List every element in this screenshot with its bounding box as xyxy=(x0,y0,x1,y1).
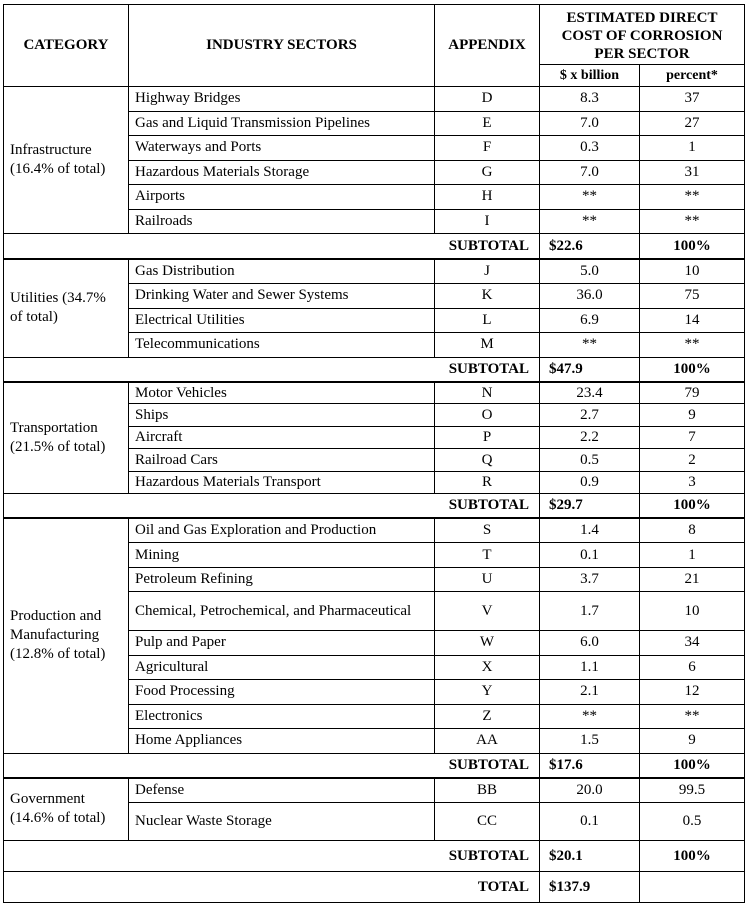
cost-cell: 6.0 xyxy=(540,631,640,656)
subtotal-cost: $22.6 xyxy=(540,234,640,260)
sector-cell: Drinking Water and Sewer Systems xyxy=(129,284,435,309)
percent-cell: 9 xyxy=(640,729,745,754)
appendix-cell: G xyxy=(435,160,540,185)
blank-cell xyxy=(4,234,129,260)
appendix-cell: P xyxy=(435,426,540,448)
appendix-cell: Q xyxy=(435,449,540,471)
cost-cell: 1.1 xyxy=(540,655,640,680)
appendix-cell: X xyxy=(435,655,540,680)
appendix-cell: J xyxy=(435,259,540,284)
percent-cell: 7 xyxy=(640,426,745,448)
sector-cell: Motor Vehicles xyxy=(129,382,435,404)
subtotal-label: SUBTOTAL xyxy=(435,357,540,382)
sector-cell: Mining xyxy=(129,543,435,568)
subtotal-percent: 100% xyxy=(640,494,745,519)
sector-cell: Nuclear Waste Storage xyxy=(129,802,435,841)
subtotal-cost: $29.7 xyxy=(540,494,640,519)
sector-cell: Airports xyxy=(129,185,435,210)
blank-cell xyxy=(4,841,129,872)
cost-cell: 0.1 xyxy=(540,543,640,568)
table-row xyxy=(4,382,745,404)
subtotal-label: SUBTOTAL xyxy=(435,234,540,260)
appendix-cell: S xyxy=(435,518,540,543)
cost-cell: 1.4 xyxy=(540,518,640,543)
sector-cell: Petroleum Refining xyxy=(129,567,435,592)
sector-cell: Hazardous Materials Transport xyxy=(129,471,435,493)
blank-cell xyxy=(4,494,129,519)
table-row xyxy=(4,87,745,112)
cost-cell: 5.0 xyxy=(540,259,640,284)
percent-cell: 10 xyxy=(640,259,745,284)
cost-cell: 2.1 xyxy=(540,680,640,705)
sector-cell: Agricultural xyxy=(129,655,435,680)
table-body xyxy=(4,87,745,903)
header-percent: percent* xyxy=(640,65,745,87)
percent-cell: ** xyxy=(640,185,745,210)
sector-cell: Electrical Utilities xyxy=(129,308,435,333)
cost-cell: 0.9 xyxy=(540,471,640,493)
blank-cell xyxy=(4,872,435,903)
appendix-cell: K xyxy=(435,284,540,309)
appendix-cell: T xyxy=(435,543,540,568)
percent-cell: 9 xyxy=(640,404,745,426)
appendix-cell: I xyxy=(435,209,540,234)
appendix-cell: R xyxy=(435,471,540,493)
appendix-cell: E xyxy=(435,111,540,136)
sector-cell: Ships xyxy=(129,404,435,426)
subtotal-percent: 100% xyxy=(640,753,745,778)
category-cell: Transportation (21.5% of total) xyxy=(4,382,129,494)
percent-cell: 2 xyxy=(640,449,745,471)
appendix-cell: F xyxy=(435,136,540,161)
cost-cell: ** xyxy=(540,333,640,358)
subtotal-cost: $17.6 xyxy=(540,753,640,778)
category-cell: Infrastructure (16.4% of total) xyxy=(4,87,129,234)
percent-cell: 0.5 xyxy=(640,802,745,841)
cost-cell: 6.9 xyxy=(540,308,640,333)
sector-cell: Telecommunications xyxy=(129,333,435,358)
percent-cell: 3 xyxy=(640,471,745,493)
corrosion-cost-table xyxy=(3,4,745,903)
appendix-cell: BB xyxy=(435,778,540,803)
appendix-cell: V xyxy=(435,592,540,631)
sector-cell: Hazardous Materials Storage xyxy=(129,160,435,185)
sector-cell: Gas and Liquid Transmission Pipelines xyxy=(129,111,435,136)
blank-cell xyxy=(129,494,435,519)
appendix-cell: AA xyxy=(435,729,540,754)
percent-cell: 14 xyxy=(640,308,745,333)
table-row xyxy=(4,518,745,543)
appendix-cell: L xyxy=(435,308,540,333)
blank-cell xyxy=(129,841,435,872)
percent-cell: 1 xyxy=(640,136,745,161)
appendix-cell: W xyxy=(435,631,540,656)
sector-cell: Defense xyxy=(129,778,435,803)
appendix-cell: N xyxy=(435,382,540,404)
header-category: CATEGORY xyxy=(4,5,129,87)
percent-cell: 6 xyxy=(640,655,745,680)
sector-cell: Electronics xyxy=(129,704,435,729)
total-cost: $137.9 xyxy=(540,872,640,903)
subtotal-row xyxy=(4,494,745,519)
appendix-cell: O xyxy=(435,404,540,426)
percent-cell: 10 xyxy=(640,592,745,631)
header-appendix: APPENDIX xyxy=(435,5,540,87)
cost-cell: ** xyxy=(540,209,640,234)
subtotal-row xyxy=(4,357,745,382)
cost-cell: 3.7 xyxy=(540,567,640,592)
cost-cell: 1.5 xyxy=(540,729,640,754)
cost-cell: ** xyxy=(540,704,640,729)
cost-cell: ** xyxy=(540,185,640,210)
sector-cell: Oil and Gas Exploration and Production xyxy=(129,518,435,543)
cost-cell: 7.0 xyxy=(540,111,640,136)
blank-cell xyxy=(129,234,435,260)
subtotal-cost: $47.9 xyxy=(540,357,640,382)
sector-cell: Home Appliances xyxy=(129,729,435,754)
sector-cell: Highway Bridges xyxy=(129,87,435,112)
cost-cell: 20.0 xyxy=(540,778,640,803)
sector-cell: Food Processing xyxy=(129,680,435,705)
total-row xyxy=(4,872,745,903)
percent-cell: 34 xyxy=(640,631,745,656)
appendix-cell: Z xyxy=(435,704,540,729)
cost-cell: 36.0 xyxy=(540,284,640,309)
subtotal-row xyxy=(4,234,745,260)
cost-cell: 7.0 xyxy=(540,160,640,185)
appendix-cell: U xyxy=(435,567,540,592)
cost-cell: 23.4 xyxy=(540,382,640,404)
total-label: TOTAL xyxy=(435,872,540,903)
sector-cell: Waterways and Ports xyxy=(129,136,435,161)
sector-cell: Chemical, Petrochemical, and Pharmaceutical xyxy=(129,592,435,631)
percent-cell: 31 xyxy=(640,160,745,185)
percent-cell: ** xyxy=(640,704,745,729)
percent-cell: 99.5 xyxy=(640,778,745,803)
sector-cell: Gas Distribution xyxy=(129,259,435,284)
percent-cell: 27 xyxy=(640,111,745,136)
cost-cell: 0.1 xyxy=(540,802,640,841)
cost-cell: 1.7 xyxy=(540,592,640,631)
percent-cell: 1 xyxy=(640,543,745,568)
cost-cell: 0.3 xyxy=(540,136,640,161)
subtotal-cost: $20.1 xyxy=(540,841,640,872)
corrosion-cost-table-document xyxy=(3,4,744,903)
subtotal-label: SUBTOTAL xyxy=(435,841,540,872)
appendix-cell: D xyxy=(435,87,540,112)
percent-cell: 21 xyxy=(640,567,745,592)
blank-cell xyxy=(4,357,129,382)
header-industry-sectors: INDUSTRY SECTORS xyxy=(129,5,435,87)
sector-cell: Railroad Cars xyxy=(129,449,435,471)
percent-cell: 12 xyxy=(640,680,745,705)
subtotal-label: SUBTOTAL xyxy=(435,494,540,519)
sector-cell: Railroads xyxy=(129,209,435,234)
percent-cell: ** xyxy=(640,209,745,234)
blank-cell xyxy=(129,753,435,778)
subtotal-label: SUBTOTAL xyxy=(435,753,540,778)
sector-cell: Pulp and Paper xyxy=(129,631,435,656)
subtotal-row xyxy=(4,841,745,872)
table-row xyxy=(4,259,745,284)
percent-cell: 79 xyxy=(640,382,745,404)
cost-cell: 2.7 xyxy=(540,404,640,426)
appendix-cell: CC xyxy=(435,802,540,841)
category-cell: Utilities (34.7% of total) xyxy=(4,259,129,357)
appendix-cell: M xyxy=(435,333,540,358)
percent-cell: ** xyxy=(640,333,745,358)
percent-cell: 75 xyxy=(640,284,745,309)
subtotal-percent: 100% xyxy=(640,841,745,872)
header-estimated-cost: ESTIMATED DIRECT COST OF CORROSION PER SECTOR xyxy=(540,5,745,65)
cost-cell: 2.2 xyxy=(540,426,640,448)
subtotal-percent: 100% xyxy=(640,357,745,382)
percent-cell: 37 xyxy=(640,87,745,112)
cost-cell: 0.5 xyxy=(540,449,640,471)
blank-cell xyxy=(129,357,435,382)
percent-cell: 8 xyxy=(640,518,745,543)
subtotal-percent: 100% xyxy=(640,234,745,260)
category-cell: Production and Manufacturing (12.8% of total) xyxy=(4,518,129,753)
cost-cell: 8.3 xyxy=(540,87,640,112)
table-row xyxy=(4,778,745,803)
subtotal-row xyxy=(4,753,745,778)
blank-cell xyxy=(4,753,129,778)
appendix-cell: H xyxy=(435,185,540,210)
category-cell: Government (14.6% of total) xyxy=(4,778,129,841)
sector-cell: Aircraft xyxy=(129,426,435,448)
appendix-cell: Y xyxy=(435,680,540,705)
header-cost-billion: $ x billion xyxy=(540,65,640,87)
blank-cell xyxy=(640,872,745,903)
